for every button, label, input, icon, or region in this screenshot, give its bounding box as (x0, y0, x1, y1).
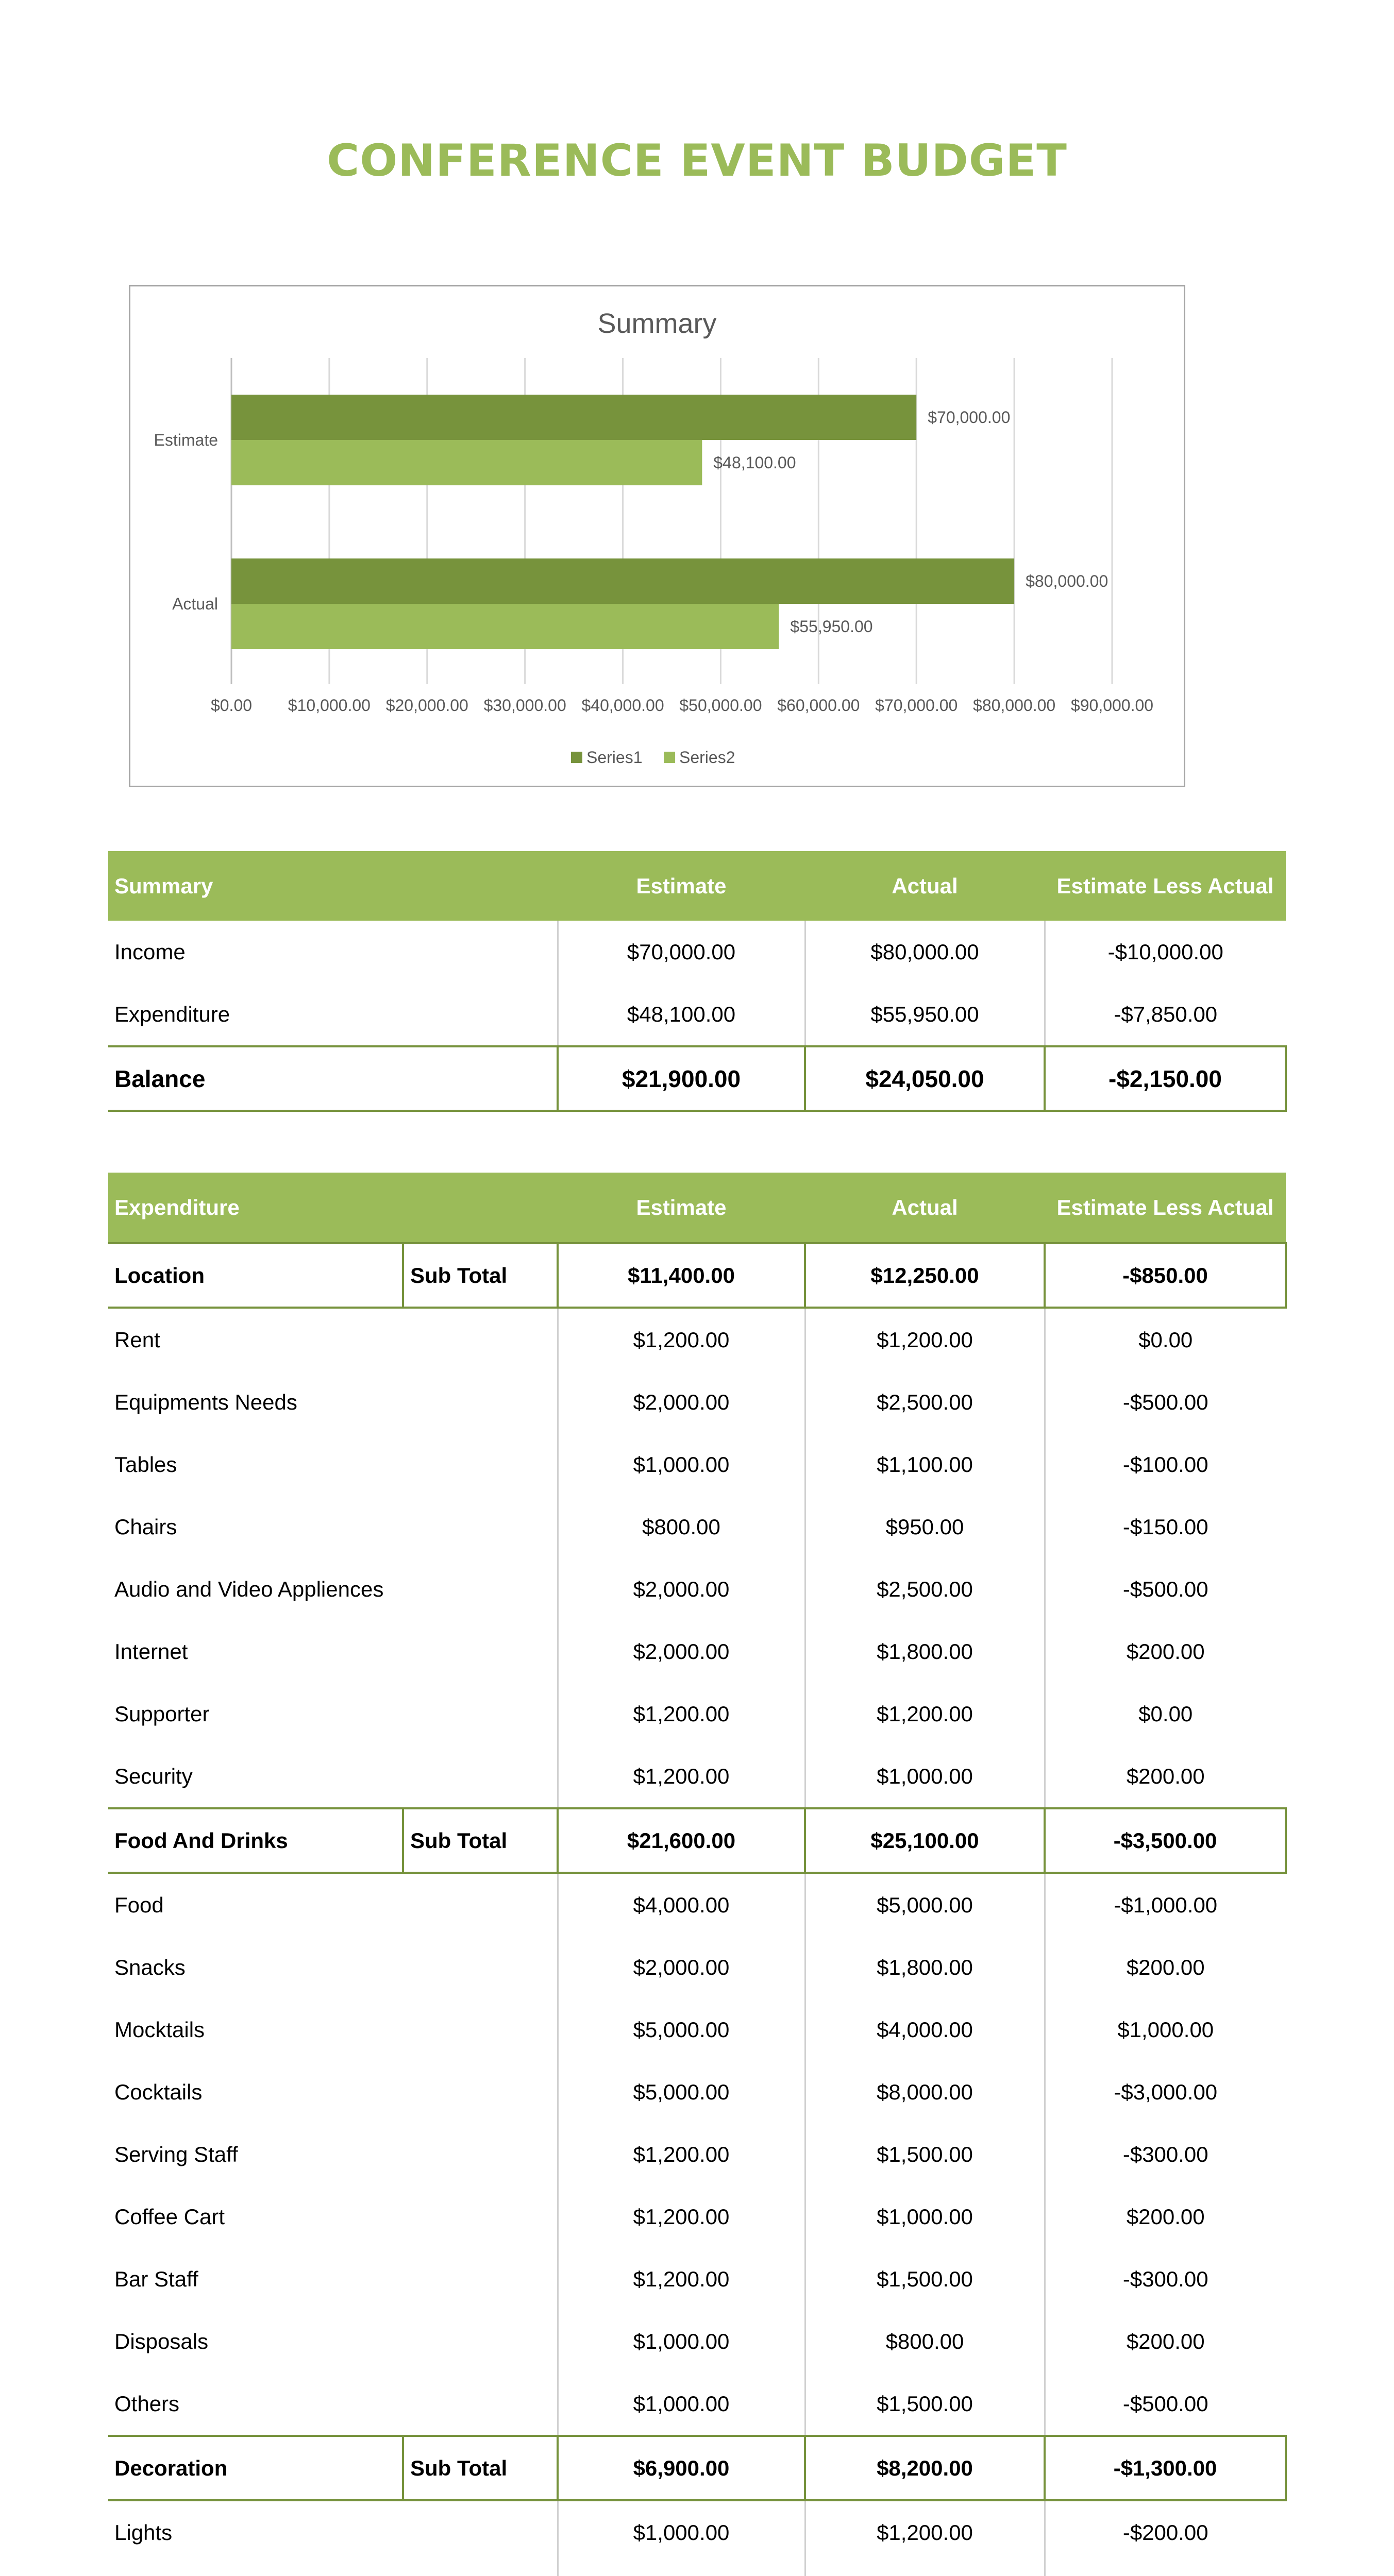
row-label: Bar Staff (114, 2266, 198, 2291)
row-label: Internet (114, 1639, 188, 1664)
diff-cell: $0.00 (1045, 1308, 1286, 1371)
summary-chart-svg (130, 286, 1184, 786)
data-label: $80,000.00 (1026, 572, 1109, 590)
estimate-cell: $2,000.00 (558, 1558, 805, 1620)
group-name: Decoration (108, 2436, 403, 2500)
actual-cell: $5,000.00 (805, 1873, 1045, 1936)
actual-cell: $4,000.00 (805, 1998, 1045, 2061)
expense-row (108, 1620, 1286, 1683)
actual-cell: $1,200.00 (805, 2500, 1045, 2564)
subtotal-row (108, 1808, 1286, 1873)
subtotal-actual: $12,250.00 (805, 1243, 1045, 1308)
expense-row (108, 1308, 1286, 1371)
estimate-cell: $1,000.00 (558, 1433, 805, 1496)
expense-row (108, 1558, 1286, 1620)
row-label: Coffee Cart (114, 2204, 225, 2229)
diff-cell: -$3,000.00 (1045, 2061, 1286, 2123)
x-tick-label: $60,000.00 (777, 696, 860, 715)
expense-row (108, 1683, 1286, 1745)
row-label: Supporter (114, 1701, 210, 1726)
bar-actual-series1 (231, 558, 1014, 604)
expenditure-body (108, 1243, 1286, 2576)
balance-diff: -$2,150.00 (1045, 1046, 1286, 1111)
group-name: Food And Drinks (108, 1808, 403, 1873)
diff-cell: -$1,000.00 (1045, 1873, 1286, 1936)
row-label: Audio and Video Appliences (114, 1577, 384, 1601)
row-label: Snacks (114, 1955, 186, 1979)
diff-cell: $200.00 (1045, 1745, 1286, 1808)
diff-cell: -$200.00 (1045, 2500, 1286, 2564)
expense-row (108, 2061, 1286, 2123)
estimate-cell (558, 2564, 805, 2576)
row-label: Lights (114, 2520, 173, 2545)
subtotal-label: Sub Total (403, 1243, 558, 1308)
estimate-cell: $5,000.00 (558, 2061, 805, 2123)
expense-row (108, 2248, 1286, 2310)
x-tick-label: $80,000.00 (973, 696, 1056, 715)
expense-row (108, 1936, 1286, 1998)
subtotal-diff: -$3,500.00 (1045, 1808, 1286, 1873)
actual-cell: $55,950.00 (805, 983, 1045, 1046)
estimate-cell: $2,000.00 (558, 1371, 805, 1433)
expense-row (108, 2372, 1286, 2436)
legend-label: Series2 (679, 748, 735, 767)
diff-cell: $200.00 (1045, 2185, 1286, 2248)
balance-actual: $24,050.00 (805, 1046, 1045, 1111)
expenditure-header-diff: Estimate Less Actual (1045, 1173, 1286, 1243)
actual-cell: $1,000.00 (805, 1745, 1045, 1808)
summary-chart (129, 285, 1185, 787)
diff-cell: $0.00 (1045, 1683, 1286, 1745)
diff-cell: -$500.00 (1045, 2372, 1286, 2436)
subtotal-estimate: $11,400.00 (558, 1243, 805, 1308)
row-label: Expenditure (114, 1002, 230, 1026)
row-label: Serving Staff (114, 2142, 238, 2166)
expenditure-header-row (108, 1173, 1286, 1243)
summary-header-actual: Actual (805, 851, 1045, 921)
x-tick-label: $90,000.00 (1070, 696, 1154, 715)
estimate-cell: $1,200.00 (558, 2123, 805, 2185)
actual-cell: $2,500.00 (805, 1371, 1045, 1433)
subtotal-label: Sub Total (403, 1808, 558, 1873)
estimate-cell: $1,200.00 (558, 1683, 805, 1745)
row-label: Equipments Needs (114, 1389, 297, 1414)
legend-swatch (664, 752, 675, 763)
row-label: Cocktails (114, 2079, 203, 2104)
summary-header-row (108, 851, 1286, 921)
bar-estimate-series1 (231, 395, 916, 440)
bar-estimate-series2 (231, 440, 702, 485)
x-tick-label: $0.00 (210, 696, 253, 715)
estimate-cell: $5,000.00 (558, 1998, 805, 2061)
summary-balance-row (108, 1046, 1286, 1111)
subtotal-row (108, 1243, 1286, 1308)
estimate-cell: $70,000.00 (558, 921, 805, 983)
diff-cell: -$500.00 (1045, 1558, 1286, 1620)
summary-header-diff: Estimate Less Actual (1045, 851, 1286, 921)
actual-cell (805, 2564, 1045, 2576)
expense-row (108, 1873, 1286, 1936)
diff-cell: -$150.00 (1045, 1496, 1286, 1558)
subtotal-row (108, 2436, 1286, 2500)
actual-cell: $1,000.00 (805, 2185, 1045, 2248)
summary-row-income (108, 921, 1286, 983)
diff-cell: -$300.00 (1045, 2123, 1286, 2185)
summary-header-label: Summary (108, 851, 558, 921)
expense-row (108, 2564, 1286, 2576)
summary-table (108, 851, 1287, 1112)
expenditure-header-estimate: Estimate (558, 1173, 805, 1243)
bar-actual-series2 (231, 604, 779, 649)
expenditure-table (108, 1173, 1287, 2576)
page-title: CONFERENCE EVENT BUDGET (327, 135, 1067, 187)
expense-row (108, 1496, 1286, 1558)
category-label: Estimate (154, 431, 218, 449)
x-tick-label: $50,000.00 (679, 696, 762, 715)
subtotal-label: Sub Total (403, 2436, 558, 2500)
actual-cell: $1,800.00 (805, 1620, 1045, 1683)
actual-cell: $1,800.00 (805, 1936, 1045, 1998)
x-tick-label: $10,000.00 (288, 696, 371, 715)
expense-row (108, 2185, 1286, 2248)
row-label: Food (114, 1892, 164, 1917)
data-label: $48,100.00 (713, 453, 796, 472)
diff-cell: -$500.00 (1045, 1371, 1286, 1433)
actual-cell: $950.00 (805, 1496, 1045, 1558)
diff-cell: $200.00 (1045, 1936, 1286, 1998)
actual-cell: $1,200.00 (805, 1308, 1045, 1371)
row-label: Chairs (114, 1514, 177, 1539)
expense-row (108, 1371, 1286, 1433)
actual-cell: $1,500.00 (805, 2372, 1045, 2436)
expense-row (108, 1745, 1286, 1808)
data-label: $55,950.00 (790, 617, 873, 636)
expense-row (108, 2310, 1286, 2372)
estimate-cell: $48,100.00 (558, 983, 805, 1046)
expenditure-header-label: Expenditure (108, 1173, 558, 1243)
diff-cell: -$300.00 (1045, 2248, 1286, 2310)
subtotal-diff: -$850.00 (1045, 1243, 1286, 1308)
row-label: Disposals (114, 2329, 209, 2353)
estimate-cell: $1,000.00 (558, 2500, 805, 2564)
data-label: $70,000.00 (928, 408, 1011, 427)
estimate-cell: $4,000.00 (558, 1873, 805, 1936)
expense-row (108, 2123, 1286, 2185)
estimate-cell: $1,200.00 (558, 1308, 805, 1371)
row-label: Tables (114, 1452, 177, 1477)
estimate-cell: $1,200.00 (558, 2185, 805, 2248)
actual-cell: $800.00 (805, 2310, 1045, 2372)
chart-title: Summary (597, 308, 717, 339)
actual-cell: $8,000.00 (805, 2061, 1045, 2123)
estimate-cell: $1,200.00 (558, 2248, 805, 2310)
balance-label: Balance (108, 1046, 558, 1111)
actual-cell: $1,200.00 (805, 1683, 1045, 1745)
diff-cell: $200.00 (1045, 1620, 1286, 1683)
subtotal-diff: -$1,300.00 (1045, 2436, 1286, 2500)
estimate-cell: $2,000.00 (558, 1936, 805, 1998)
diff-cell: -$7,850.00 (1045, 983, 1286, 1046)
row-label: Security (114, 1764, 193, 1788)
row-label: Income (114, 939, 186, 964)
diff-cell: $200.00 (1045, 2310, 1286, 2372)
x-tick-label: $20,000.00 (385, 696, 468, 715)
diff-cell (1045, 2564, 1286, 2576)
x-tick-label: $70,000.00 (875, 696, 958, 715)
actual-cell: $80,000.00 (805, 921, 1045, 983)
subtotal-actual: $8,200.00 (805, 2436, 1045, 2500)
summary-row-expenditure (108, 983, 1286, 1046)
balance-estimate: $21,900.00 (558, 1046, 805, 1111)
diff-cell: -$10,000.00 (1045, 921, 1286, 983)
subtotal-actual: $25,100.00 (805, 1808, 1045, 1873)
row-label: Rent (114, 1327, 160, 1352)
expense-row (108, 1433, 1286, 1496)
legend-label: Series1 (586, 748, 643, 767)
actual-cell: $2,500.00 (805, 1558, 1045, 1620)
x-tick-label: $40,000.00 (581, 696, 664, 715)
diff-cell: $1,000.00 (1045, 1998, 1286, 2061)
subtotal-estimate: $21,600.00 (558, 1808, 805, 1873)
actual-cell: $1,500.00 (805, 2123, 1045, 2185)
row-label: Mocktails (114, 2017, 205, 2042)
actual-cell: $1,500.00 (805, 2248, 1045, 2310)
expense-row (108, 1998, 1286, 2061)
legend-swatch (571, 752, 582, 763)
row-label: Others (114, 2391, 180, 2416)
estimate-cell: $2,000.00 (558, 1620, 805, 1683)
diff-cell: -$100.00 (1045, 1433, 1286, 1496)
category-label: Actual (172, 595, 218, 613)
subtotal-estimate: $6,900.00 (558, 2436, 805, 2500)
x-tick-label: $30,000.00 (483, 696, 566, 715)
expense-row (108, 2500, 1286, 2564)
expenditure-header-actual: Actual (805, 1173, 1045, 1243)
row-label (108, 2564, 558, 2576)
estimate-cell: $1,000.00 (558, 2372, 805, 2436)
estimate-cell: $1,000.00 (558, 2310, 805, 2372)
group-name: Location (108, 1243, 403, 1308)
summary-header-estimate: Estimate (558, 851, 805, 921)
estimate-cell: $1,200.00 (558, 1745, 805, 1808)
actual-cell: $1,100.00 (805, 1433, 1045, 1496)
estimate-cell: $800.00 (558, 1496, 805, 1558)
